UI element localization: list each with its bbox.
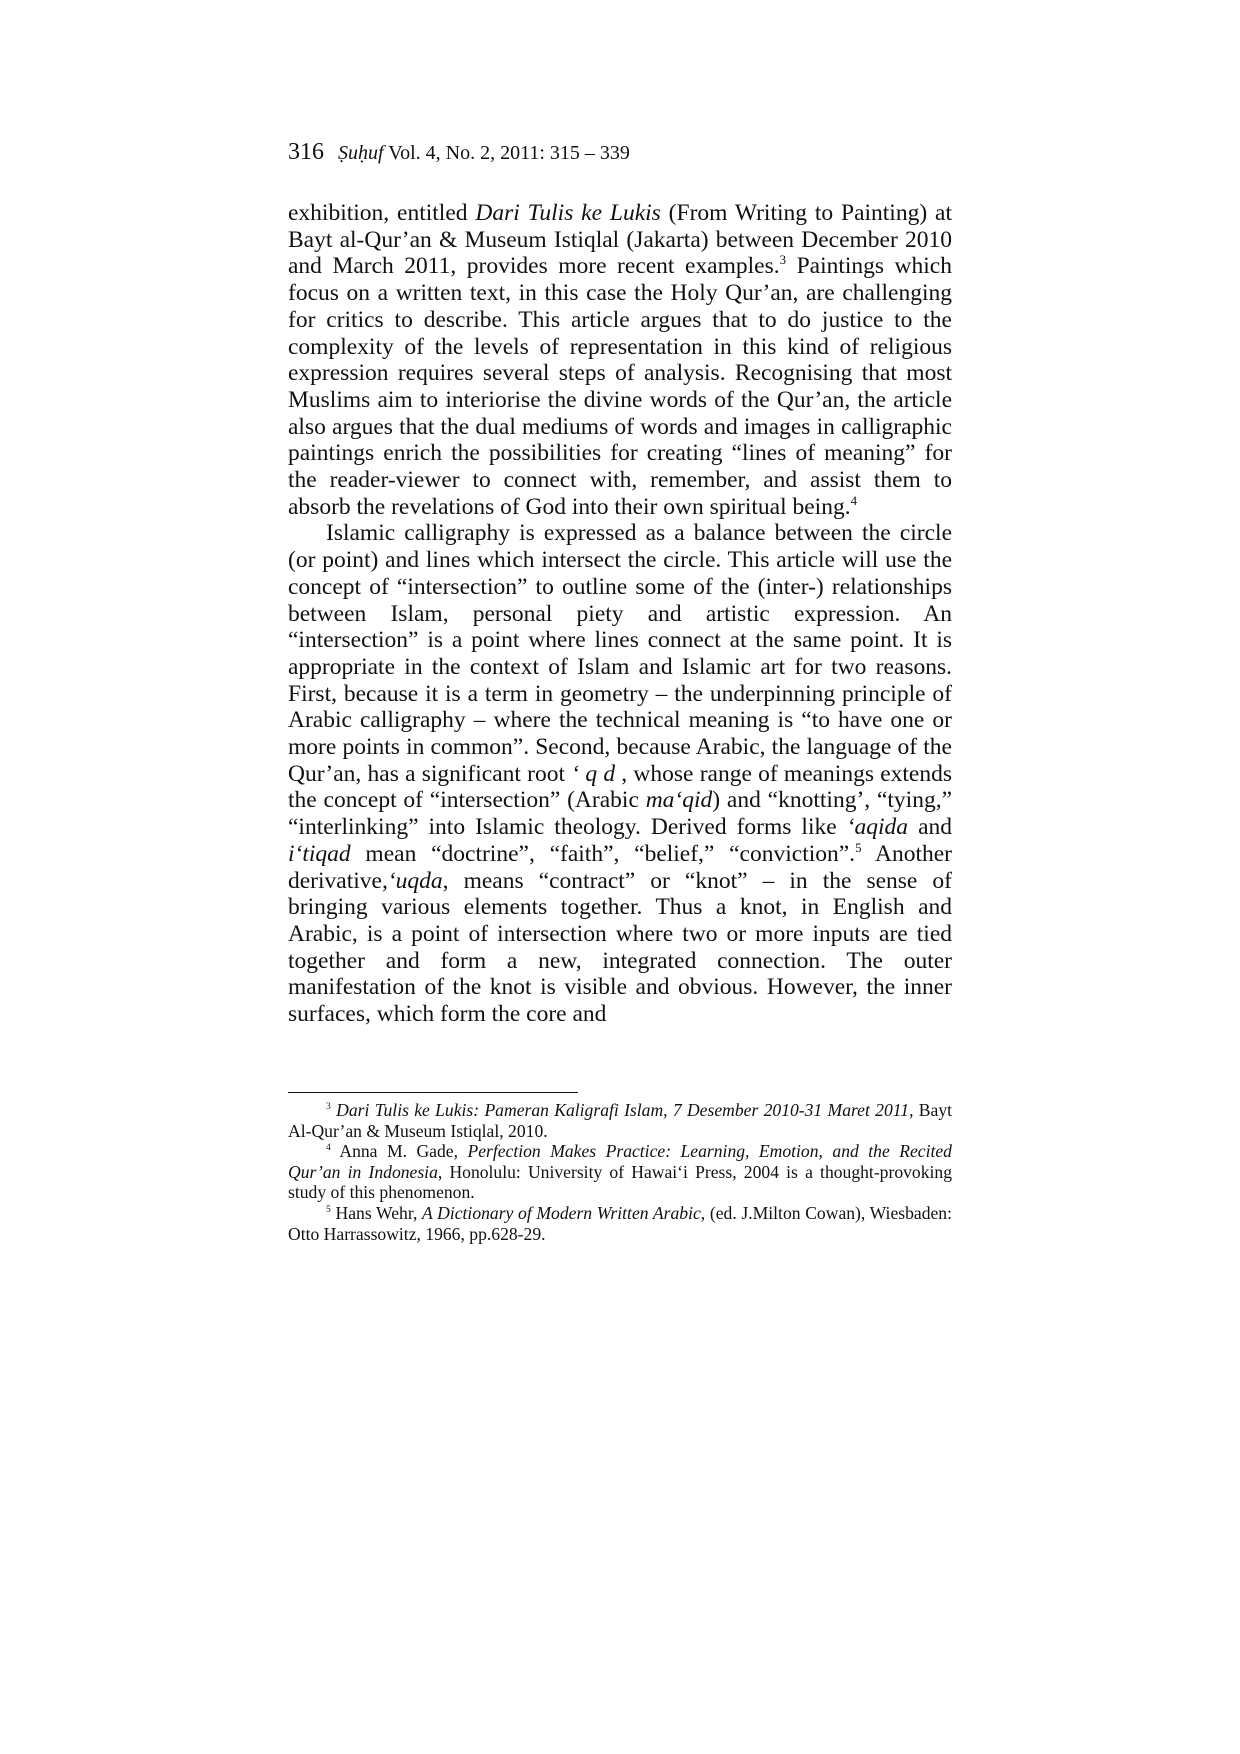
footnote-text: Hans Wehr, bbox=[335, 1202, 423, 1223]
paragraph bbox=[288, 520, 952, 1027]
footnote-ref[interactable]: 5 bbox=[855, 840, 862, 856]
paragraph bbox=[288, 200, 952, 520]
text-run: ) and “knotting’, “tying,” “interlinking” into Islamic theology. Derived forms like bbox=[288, 787, 952, 841]
footnote-text: , (ed. J.Milton Cowan), Wiesbaden: Otto Harrassowitz, 1966, pp.628-29. bbox=[288, 1202, 952, 1244]
footnotes bbox=[288, 1100, 952, 1244]
footnote bbox=[288, 1100, 952, 1141]
text-run: (From Writing to Painting) at Bayt al-Qur’an & Museum Istiqlal (Jakarta) between December 2010 and March 2011, provides more recent examples. bbox=[288, 200, 952, 280]
footnote-divider bbox=[288, 1092, 578, 1093]
text-run: , whose range of meanings extends the concept of “intersection” (Arabic bbox=[288, 760, 953, 814]
arabic-term: ma‘qid bbox=[645, 787, 713, 814]
text-run: exhibition, entitled bbox=[288, 200, 476, 226]
arabic-term: ‘aqida bbox=[846, 814, 909, 841]
footnote-text: Anna M. Gade, bbox=[339, 1141, 468, 1162]
footnote-text: , Bayt Al-Qur’an & Museum Istiqlal, 2010. bbox=[288, 1100, 953, 1141]
exhibition-title: Dari Tulis ke Lukis bbox=[475, 200, 661, 226]
main-text bbox=[288, 200, 952, 1028]
text-run: , means “contract” or “knot” – in the sense of bringing various elements together. Thus a knot, in English and Arabic, is a point of intersection where two or more inputs are tied together and form a new, integrated connection. The outer manifestation of the knot is visible and obvious. However, the inner surfaces, which form the core and bbox=[288, 867, 952, 1028]
footnote-number: 5 bbox=[326, 1204, 331, 1216]
footnote-number: 4 bbox=[326, 1142, 331, 1154]
footnote bbox=[288, 1141, 952, 1203]
footnote-title: A Dictionary of Modern Written Arabic bbox=[422, 1202, 701, 1223]
footnote-number: 3 bbox=[326, 1101, 331, 1113]
footnote-ref[interactable]: 3 bbox=[779, 252, 787, 268]
arabic-term: i‘tiqad bbox=[288, 840, 351, 867]
journal-citation: Vol. 4, No. 2, 2011: 315 – 339 bbox=[388, 142, 630, 164]
footnote-text: , Honolulu: University of Hawai‘i Press, 2004 is a thought-provoking study of this phenomenon. bbox=[288, 1161, 952, 1203]
running-head bbox=[288, 138, 630, 167]
text-run: Paintings which focus on a written text, in this case the Holy Qur’an, are challenging for critics to describe. This article argues that to do justice to the complexity of the levels of representation in this kind of religious expression requires several steps of analysis. Recognising that most Muslims aim to interiorise the divine words of the Qur’an, the article also argues that the dual mediums of words and images in calligraphic paintings enrich the possibilities for creating “lines of meaning” for the reader-viewer to connect with, remember, and assist them to absorb the revelations of God into their own spiritual being. bbox=[288, 253, 952, 520]
journal-title: Ṣuḥuf bbox=[338, 142, 384, 164]
text-run: and bbox=[908, 814, 952, 841]
footnote-title: Perfection Makes Practice: Learning, Emotion, and the Recited Qur’an in Indonesia bbox=[288, 1141, 952, 1182]
page-number: 316 bbox=[288, 139, 324, 165]
footnote-title: Dari Tulis ke Lukis: Pameran Kaligrafi Islam, 7 Desember 2010-31 Maret 2011 bbox=[336, 1100, 910, 1120]
text-run: mean “doctrine”, “faith”, “belief,” “conviction”. bbox=[350, 840, 856, 867]
arabic-term: ‘uqda bbox=[387, 867, 443, 894]
text-run: Another derivative, bbox=[288, 840, 952, 894]
text-run: Islamic calligraphy is expressed as a balance between the circle (or point) and lines which intersect the circle. This article will use the concept of “intersection” to outline some of the (inter-) relationships between Islam, personal piety and artistic expression. An “intersection” is a point where lines connect at the same point. It is appropriate in the context of Islam and Islamic art for two reasons. First, because it is a term in geometry – the underpinning principle of Arabic calligraphy – where the technical meaning is “to have one or more points in common”. Second, because Arabic, the language of the Qur’an, has a significant root bbox=[288, 520, 952, 787]
footnote-ref[interactable]: 4 bbox=[850, 492, 858, 508]
arabic-root: ‘ q d bbox=[571, 760, 616, 787]
footnote bbox=[288, 1203, 952, 1244]
